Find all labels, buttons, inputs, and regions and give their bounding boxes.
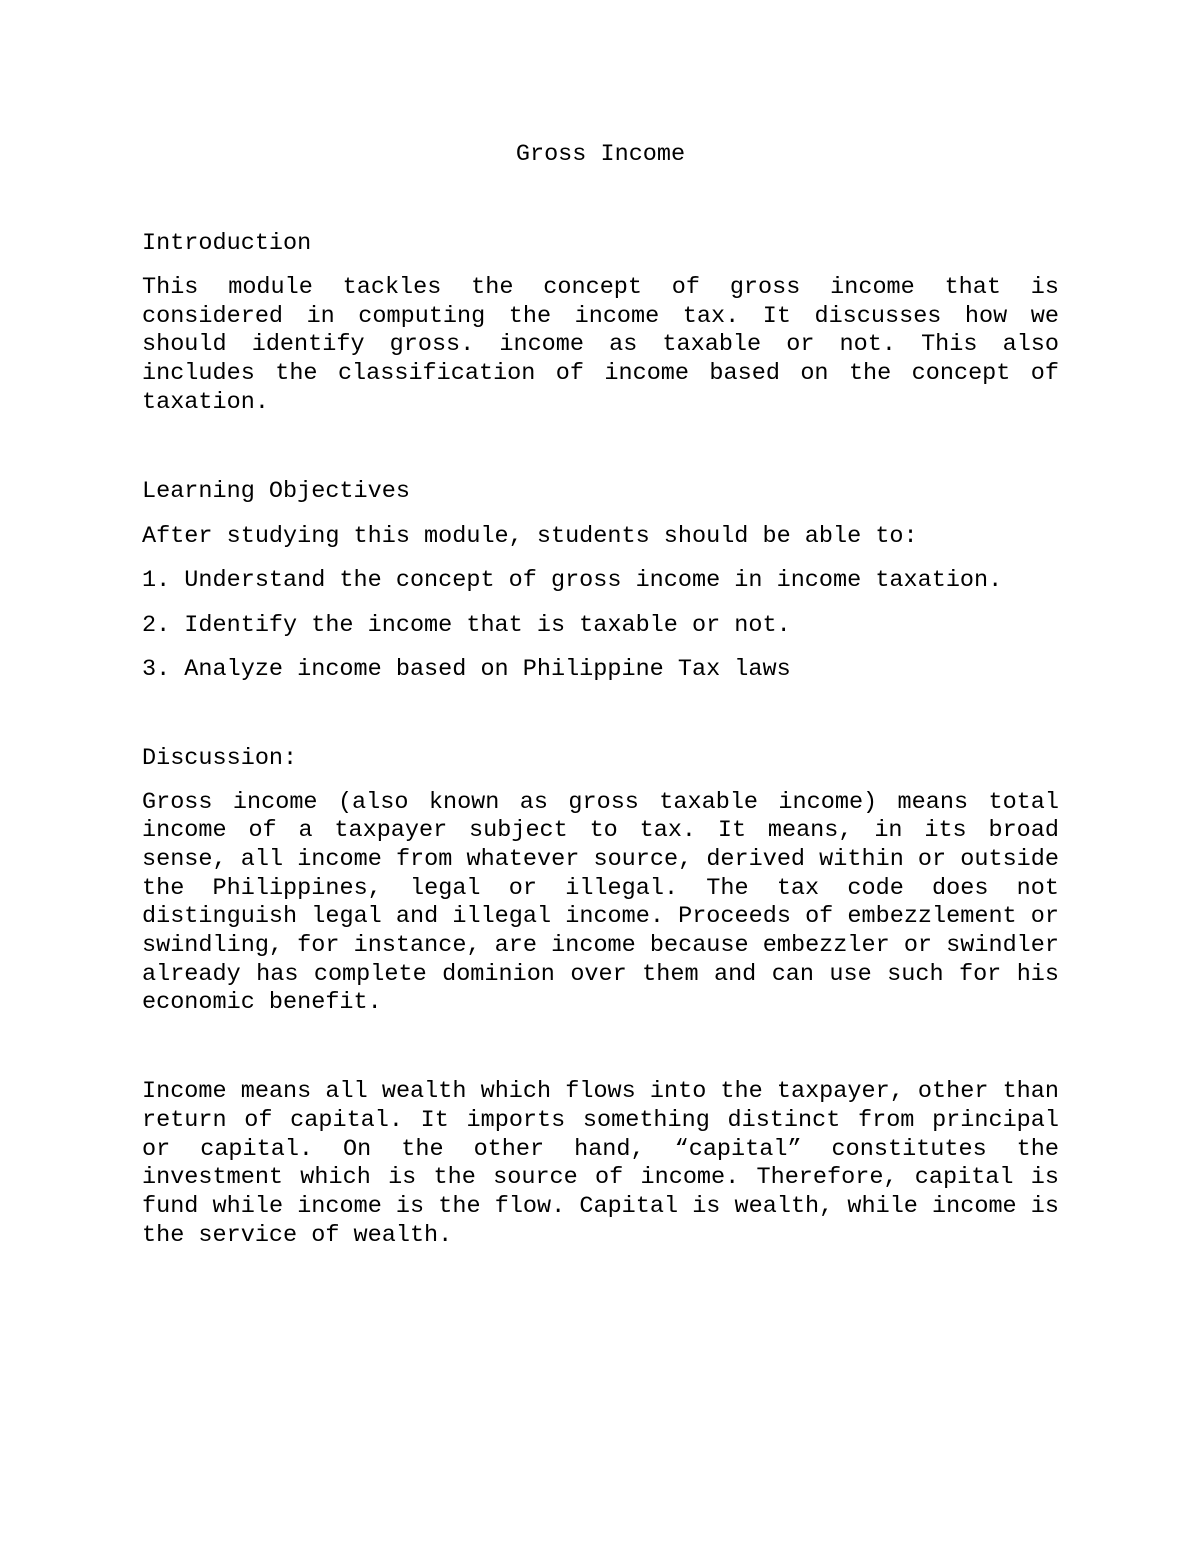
learning-objectives-heading: Learning Objectives <box>142 477 410 505</box>
document-content <box>142 140 1059 1250</box>
objective-item-1: 1. Understand the concept of gross income in income taxation. <box>142 566 1003 594</box>
learning-objectives-lead: After studying this module, students should be able to: <box>142 522 918 550</box>
discussion-paragraph-2: Income means all wealth which flows into the taxpayer, other than return of capital. It imports something distinct from principal or capital. On the other hand, “capital” constitutes the investment which is the source of income. Therefore, capital is fund while income is the flow. Capital is wealth, while income is the service of wealth. <box>142 1078 1059 1249</box>
document-title: Gross Income <box>515 141 686 168</box>
discussion-heading: Discussion: <box>142 744 298 772</box>
discussion-paragraph-1: Gross income (also known as gross taxable income) means total income of a taxpayer subject to tax. It means, in its broad sense, all income from whatever source, derived within or outside the Philippines, legal or illegal. The tax code does not distinguish legal and illegal income. Proceeds of embezzlement or swindling, for instance, are income because embezzler or swindler already has complete dominion over them and can use such for his economic benefit. <box>142 788 1059 1017</box>
introduction-heading: Introduction <box>142 230 312 257</box>
introduction-body: This module tackles the concept of gross income that is considered in computing the income tax. It discusses how we should identify gross. income as taxable or not. This also includes the classification of income based on the concept of taxation. <box>142 274 1059 416</box>
objective-item-2: 2. Identify the income that is taxable or not. <box>142 611 791 639</box>
objective-item-3: 3. Analyze income based on Philippine Tax laws <box>142 655 791 683</box>
